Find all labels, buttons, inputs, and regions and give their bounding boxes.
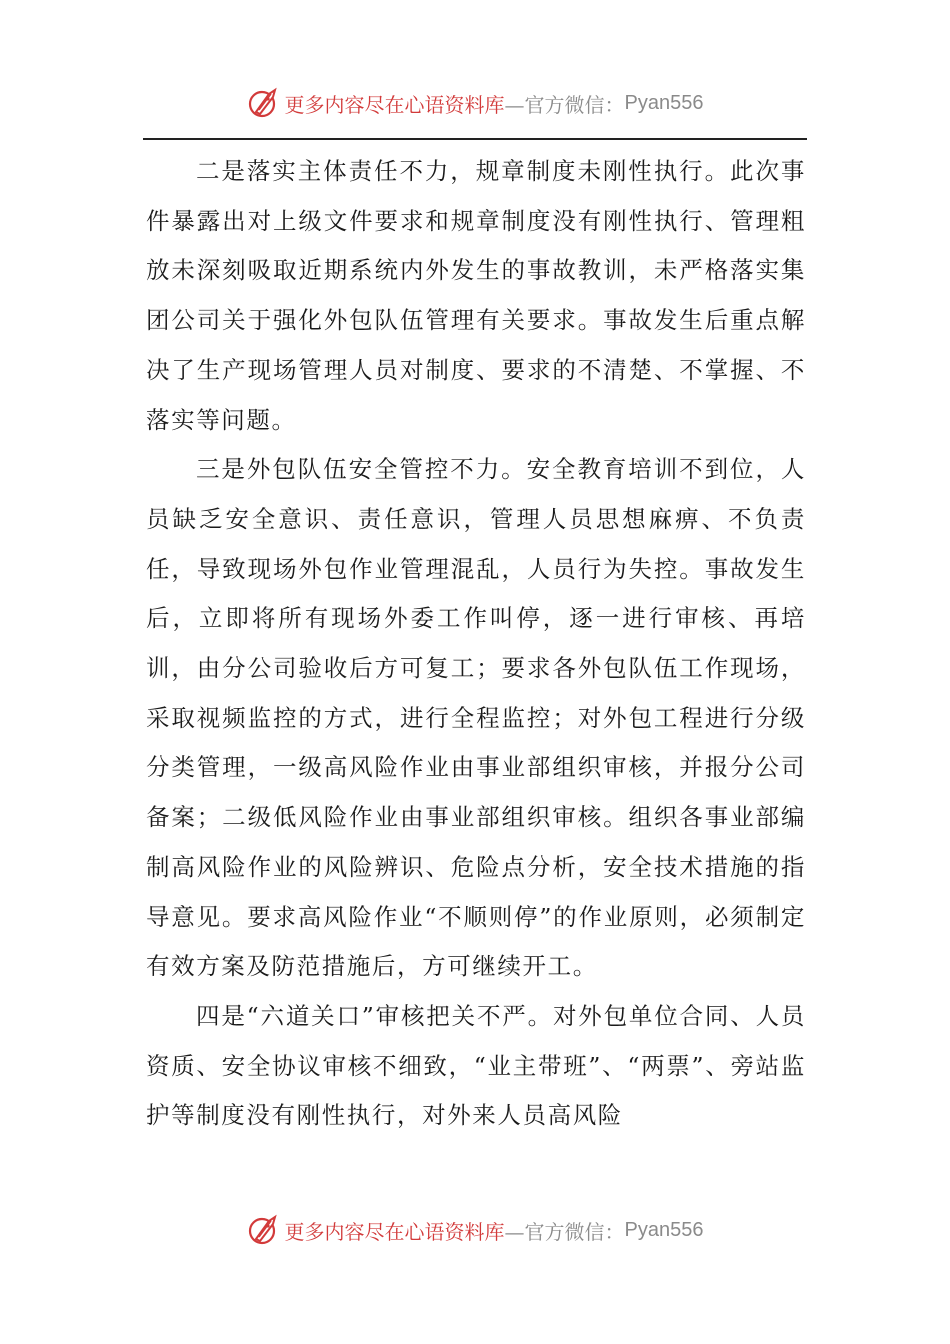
document-body <box>146 147 806 1141</box>
header-watermark <box>0 78 950 128</box>
watermark-wechat-label: —官方微信： <box>504 1219 625 1244</box>
watermark-wechat-id: Pyan556 <box>624 91 704 114</box>
pen-nib-circle-icon <box>247 86 281 120</box>
paragraph-3: 三是外包队伍安全管控不力。安全教育培训不到位，人员缺乏安全意识、责任意识，管理人员思想麻痹、不负责任，导致现场外包作业管理混乱，人员行为失控。事故发生后，立即将所有现场外委工作叫停，逐一进行审核、再培训，由分公司验收后方可复工；要求各外包队伍工作现场，采取视频监控的方式，进行全程监控；对外包工程进行分级分类管理，一级高风险作业由事业部组织审核，并报分公司备案；二级低风险作业由事业部组织审核。组织各事业部编制高风险作业的风险辨识、危险点分析，安全技术措施的指导意见。要求高风险作业“不顺则停”的作业原则，必须制定有效方案及防范措施后，方可继续开工。 <box>146 455 806 981</box>
watermark-site-text: 更多内容尽在心语资料库 <box>284 92 505 117</box>
paragraph-4: 四是“六道关口”审核把关不严。对外包单位合同、人员资质、安全协议审核不细致，“业主带班”、“两票”、旁站监护等制度没有刚性执行，对外来人员高风险 <box>146 1001 806 1130</box>
header-divider <box>143 138 807 140</box>
watermark-site-text: 更多内容尽在心语资料库 <box>284 1219 505 1244</box>
paragraph-2: 二是落实主体责任不力，规章制度未刚性执行。此次事件暴露出对上级文件要求和规章制度没有刚性执行、管理粗放未深刻吸取近期系统内外发生的事故教训，未严格落实集团公司关于强化外包队伍管理有关要求。事故发生后重点解决了生产现场管理人员对制度、要求的不清楚、不掌握、不落实等问题。 <box>146 157 806 434</box>
footer-watermark <box>0 1205 950 1255</box>
watermark-wechat-label: —官方微信： <box>504 92 625 117</box>
pen-nib-circle-icon <box>247 1213 281 1247</box>
watermark-wechat-id: Pyan556 <box>624 1218 704 1241</box>
